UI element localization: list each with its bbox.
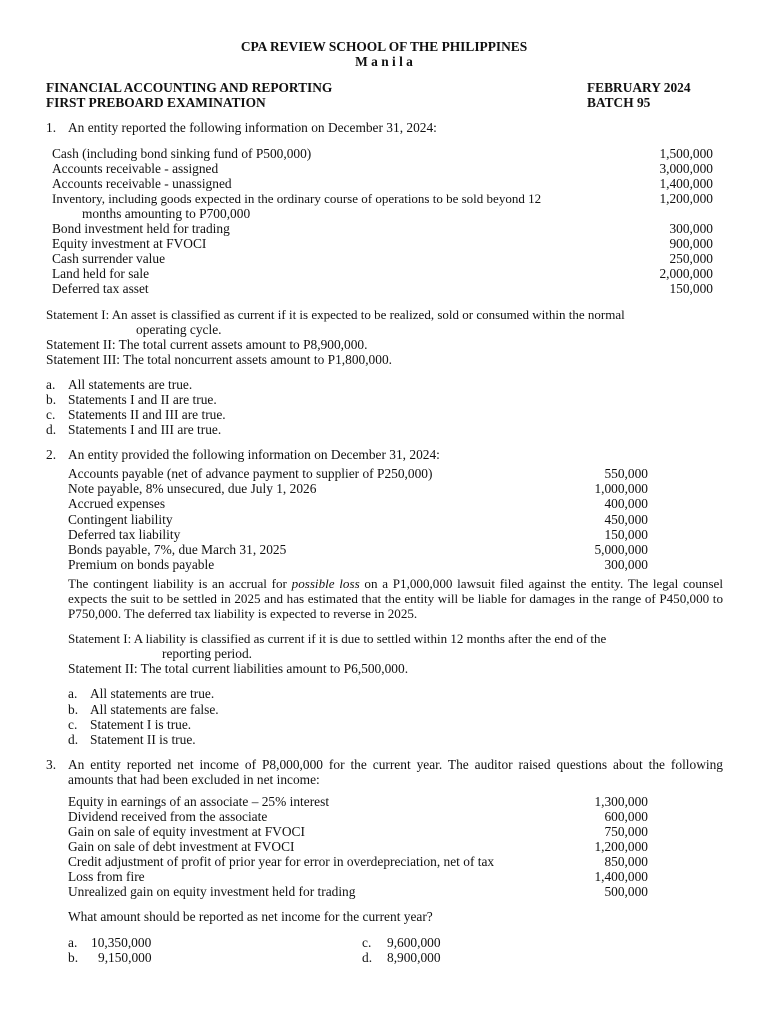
item-label: Note payable, 8% unsecured, due July 1, 2026: [68, 481, 317, 496]
question-number: 1.: [46, 120, 57, 135]
item-amount: 900,000: [669, 236, 713, 251]
choice-letter: c.: [46, 407, 56, 422]
statement-2: Statement II: The total current assets amount to P8,900,000.: [46, 337, 368, 352]
item-amount: 1,200,000: [659, 191, 713, 206]
item-amount: 150,000: [604, 527, 648, 542]
item-amount: 1,400,000: [594, 869, 648, 884]
choice-a[interactable]: 10,350,000: [91, 935, 152, 950]
choice-letter: d.: [46, 422, 57, 437]
item-label: Deferred tax liability: [68, 527, 181, 542]
choice-b[interactable]: All statements are false.: [90, 702, 219, 717]
choice-letter: d.: [362, 950, 373, 965]
choice-letter: b.: [68, 950, 79, 965]
choice-d[interactable]: Statement II is true.: [90, 732, 196, 747]
choice-c[interactable]: 9,600,000: [387, 935, 441, 950]
statement-1-continued: operating cycle.: [136, 322, 222, 337]
item-amount: 1,300,000: [594, 794, 648, 809]
item-label: Deferred tax asset: [52, 281, 149, 296]
item-label: Accounts receivable - assigned: [52, 161, 219, 176]
item-label: Inventory, including goods expected in the ordinary course of operations to be sold beyond 12: [52, 191, 542, 206]
question-number: 2.: [46, 447, 57, 462]
choice-letter: b.: [68, 702, 79, 717]
choice-letter: d.: [68, 732, 79, 747]
item-amount: 5,000,000: [594, 542, 648, 557]
contingent-liability-paragraph: The contingent liability is an accrual for possible loss on a P1,000,000 lawsuit filed against the entity. The legal counsel expects the suit to be settled in 2025 and has estimated that the entity will be liable for damages in the range of P450,000 to P750,000. The deferred tax liability is expected to reverse in 2025.: [68, 576, 723, 621]
choice-letter: a.: [68, 686, 78, 701]
item-label: Credit adjustment of profit of prior year for error in overdepreciation, net of tax: [68, 854, 495, 869]
item-label: Equity investment at FVOCI: [52, 236, 207, 251]
choice-a[interactable]: All statements are true.: [68, 377, 193, 392]
statement-2: Statement II: The total current liabilities amount to P6,500,000.: [68, 661, 409, 676]
item-amount: 600,000: [604, 809, 648, 824]
choice-letter: a.: [68, 935, 78, 950]
item-label: Accrued expenses: [68, 496, 166, 511]
item-amount: 1,400,000: [659, 176, 713, 191]
item-amount: 450,000: [604, 512, 648, 527]
choice-a[interactable]: All statements are true.: [90, 686, 215, 701]
statement-1-continued: reporting period.: [162, 646, 252, 661]
subject-title: FINANCIAL ACCOUNTING AND REPORTING: [46, 80, 333, 95]
statement-1: Statement I: An asset is classified as current if it is expected to be realized, sold or consumed within the normal: [46, 307, 625, 322]
choice-b[interactable]: Statements I and II are true.: [68, 392, 217, 407]
item-amount: 400,000: [604, 496, 648, 511]
item-label: Cash (including bond sinking fund of P500,000): [52, 146, 312, 161]
item-amount: 750,000: [604, 824, 648, 839]
question-prompt: What amount should be reported as net income for the current year?: [68, 909, 433, 924]
item-label: Bonds payable, 7%, due March 31, 2025: [68, 542, 287, 557]
item-amount: 500,000: [604, 884, 648, 899]
exam-date: FEBRUARY 2024: [587, 80, 691, 95]
item-label-continued: months amounting to P700,000: [82, 206, 251, 221]
emphasis-text: possible loss: [291, 576, 360, 591]
item-amount: 3,000,000: [659, 161, 713, 176]
item-amount: 150,000: [669, 281, 713, 296]
item-amount: 300,000: [604, 557, 648, 572]
choice-b[interactable]: 9,150,000: [98, 950, 152, 965]
item-amount: 300,000: [669, 221, 713, 236]
item-label: Cash surrender value: [52, 251, 166, 266]
choice-letter: a.: [46, 377, 56, 392]
batch-label: BATCH 95: [587, 95, 651, 110]
item-label: Gain on sale of equity investment at FVOCI: [68, 824, 305, 839]
question-stem: An entity reported net income of P8,000,000 for the current year. The auditor raised questions about the following amounts that had been excluded in net income:: [68, 757, 723, 787]
item-label: Contingent liability: [68, 512, 173, 527]
item-label: Premium on bonds payable: [68, 557, 215, 572]
item-amount: 2,000,000: [659, 266, 713, 281]
choice-c[interactable]: Statement I is true.: [90, 717, 192, 732]
item-label: Land held for sale: [52, 266, 150, 281]
item-label: Equity in earnings of an associate – 25% interest: [68, 794, 330, 809]
city: M a n i l a: [355, 54, 413, 69]
item-label: Unrealized gain on equity investment held for trading: [68, 884, 356, 899]
item-amount: 550,000: [604, 466, 648, 481]
item-amount: 1,200,000: [594, 839, 648, 854]
choice-d[interactable]: 8,900,000: [387, 950, 441, 965]
item-label: Dividend received from the associate: [68, 809, 268, 824]
choice-letter: c.: [362, 935, 372, 950]
item-label: Loss from fire: [68, 869, 145, 884]
statement-3: Statement III: The total noncurrent assets amount to P1,800,000.: [46, 352, 392, 367]
item-amount: 250,000: [669, 251, 713, 266]
choice-c[interactable]: Statements II and III are true.: [68, 407, 226, 422]
item-label: Accounts receivable - unassigned: [52, 176, 232, 191]
question-number: 3.: [46, 757, 57, 772]
school-name: CPA REVIEW SCHOOL OF THE PHILIPPINES: [240, 39, 528, 54]
item-amount: 1,500,000: [659, 146, 713, 161]
choice-d[interactable]: Statements I and III are true.: [68, 422, 222, 437]
item-amount: 850,000: [604, 854, 648, 869]
item-label: Accounts payable (net of advance payment to supplier of P250,000): [68, 466, 433, 481]
item-amount: 1,000,000: [594, 481, 648, 496]
statement-1: Statement I: A liability is classified as current if it is due to settled within 12 months after the end of the: [68, 631, 607, 646]
exam-title: FIRST PREBOARD EXAMINATION: [46, 95, 266, 110]
choice-letter: b.: [46, 392, 57, 407]
choice-letter: c.: [68, 717, 78, 732]
item-label: Gain on sale of debt investment at FVOCI: [68, 839, 295, 854]
question-stem: An entity provided the following information on December 31, 2024:: [68, 447, 440, 462]
item-label: Bond investment held for trading: [52, 221, 230, 236]
question-stem: An entity reported the following information on December 31, 2024:: [68, 120, 437, 135]
